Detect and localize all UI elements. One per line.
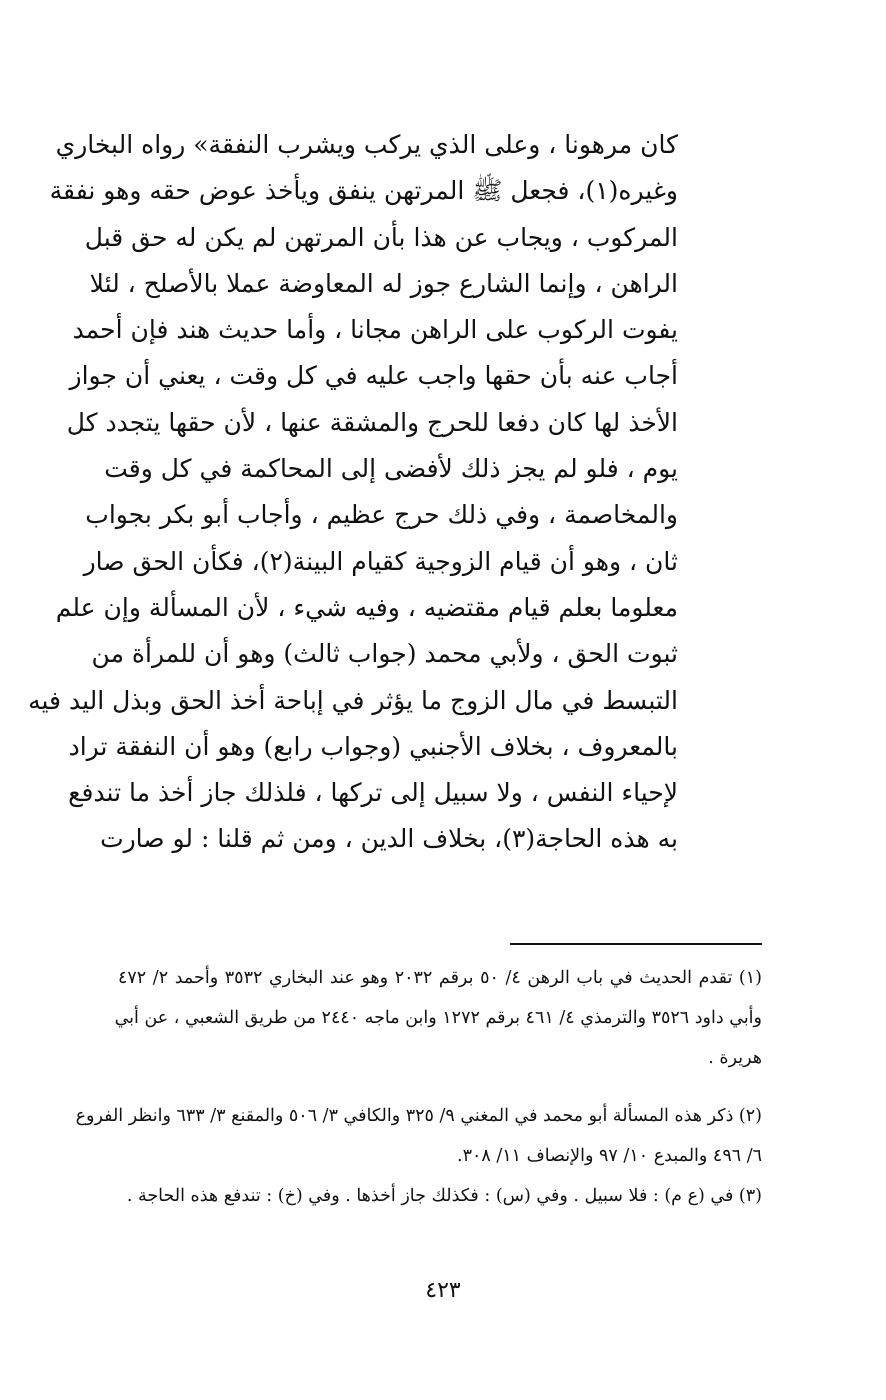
body-line: الراهن ، وإنما الشارع جوز له المعاوضة عملا بالأصلح ، لئلا (89, 268, 678, 298)
footnote-line: (١) تقدم الحديث في باب الرهن ٤/ ٥٠ برقم ٢٠٣٢ وهو عند البخاري ٣٥٣٢ وأحمد ٢/ ٤٧٢ (118, 968, 762, 988)
body-line: أجاب عنه بأن حقها واجب عليه في كل وقت ، يعني أن جواز (69, 361, 678, 391)
body-line: والمخاصمة ، وفي ذلك حرج عظيم ، وأجاب أبو بكر بجواب (85, 500, 678, 530)
body-line: يوم ، فلو لم يجز ذلك لأفضى إلى المحاكمة في كل وقت (104, 454, 678, 484)
footnote-1 (114, 958, 762, 1078)
footnote-line: هريرة . (708, 1048, 762, 1068)
footnote-3 (118, 1176, 762, 1216)
body-line: وغيره(١)، فجعل ﷺ المرتهن ينفق ويأخذ عوض حقه وهو نفقة (49, 176, 678, 206)
footnotes (75, 958, 762, 1216)
footnote-line: ٦/ ٤٩٦ والمبدع ١٠/ ٩٧ والإنصاف ١١/ ٣٠٨. (457, 1146, 762, 1166)
body-line: يفوت الركوب على الراهن مجانا ، وأما حديث هند فإن أحمد (72, 315, 678, 345)
body-line: التبسط في مال الزوج ما يؤثر في إباحة أخذ الحق وبذل اليد فيه (28, 685, 678, 715)
body-line: المركوب ، ويجاب عن هذا بأن المرتهن لم يكن له حق قبل (84, 222, 678, 252)
body-line: ثبوت الحق ، ولأبي محمد (جواب ثالث) وهو أن للمرأة من (91, 639, 678, 669)
footnote-spacer (118, 1078, 762, 1096)
body-line: الأخذ لها كان دفعا للحرج والمشقة عنها ، لأن حقها يتجدد كل (66, 407, 678, 437)
footnote-line: وأبي داود ٣٥٢٦ والترمذي ٤/ ٤٦١ برقم ١٢٧٢ وابن ماجه ٢٤٤٠ من طريق الشعبي ، عن أبي (114, 1008, 762, 1028)
footnote-divider (510, 943, 762, 945)
body-line: بالمعروف ، بخلاف الأجنبي (وجواب رابع) وهو أن النفقة تراد (68, 731, 678, 761)
body-line: معلوما بعلم قيام مقتضيه ، وفيه شيء ، لأن المسألة وإن علم (55, 592, 678, 622)
body-line: لإحياء النفس ، ولا سبيل إلى تركها ، فلذلك جاز أخذ ما تندفع (68, 778, 678, 808)
page-number: ٤٢٣ (425, 1278, 461, 1303)
body-line: ثان ، وهو أن قيام الزوجية كقيام البينة(٢)، فكأن الحق صار (83, 546, 678, 576)
main-text (28, 122, 678, 863)
footnote-line: (٢) ذكر هذه المسألة أبو محمد في المغني ٩/ ٣٢٥ والكافي ٣/ ٥٠٦ والمقنع ٣/ ٦٣٣ وانظر الفروع (75, 1106, 762, 1126)
body-line: كان مرهونا ، وعلى الذي يركب ويشرب النفقة» رواه البخاري (55, 130, 678, 159)
footnote-2 (75, 1096, 762, 1176)
footnote-line: (٣) في (ع م) : فلا سبيل . وفي (س) : فكذلك جاز أخذها . وفي (خ) : تندفع هذه الحاجة . (126, 1186, 762, 1206)
body-line: به هذه الحاجة(٣)، بخلاف الدين ، ومن ثم قلنا : لو صارت (100, 824, 678, 854)
